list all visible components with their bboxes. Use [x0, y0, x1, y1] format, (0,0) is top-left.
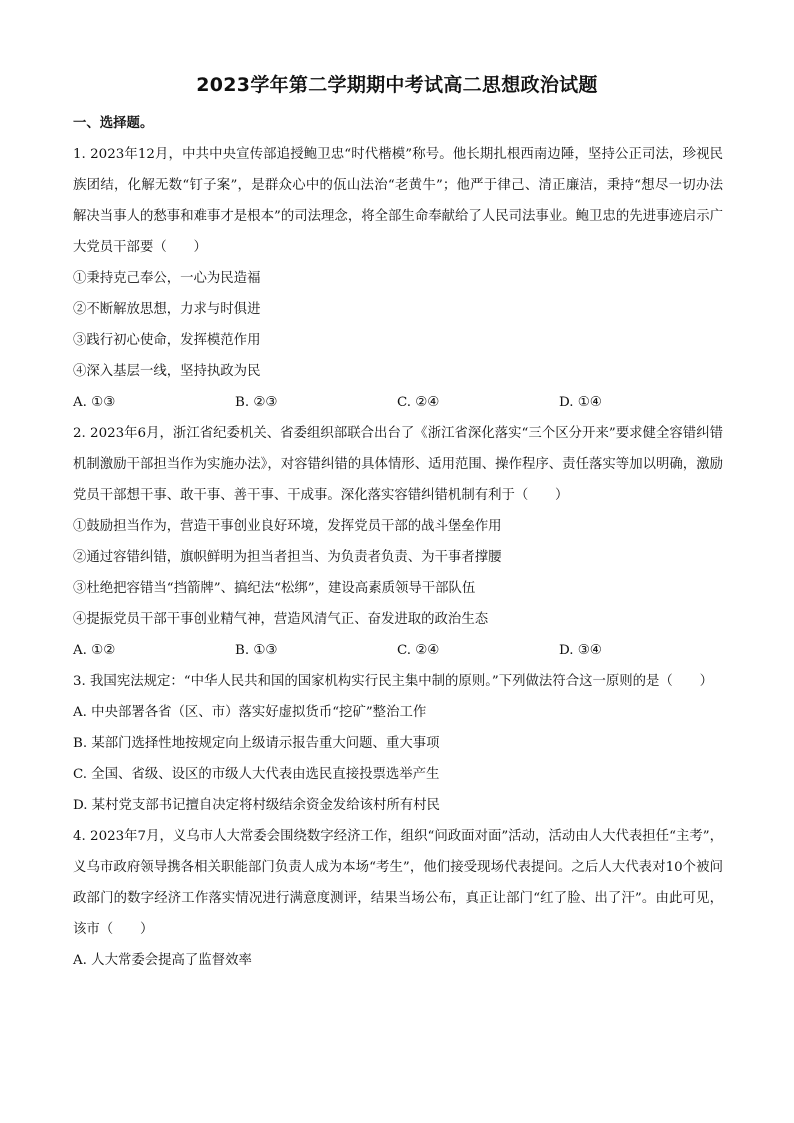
document-body — [73, 108, 723, 976]
options-row — [73, 387, 723, 418]
statement-item: ①秉持克己奉公，一心为民造福 — [73, 271, 261, 286]
question-3 — [73, 666, 723, 821]
option-c: C. 全国、省级、设区的市级人大代表由选民直接投票选举产生 — [73, 767, 440, 782]
statement-item: ③杜绝把容错当“挡箭牌”、搞纪法“松绑”，建设高素质领导干部队伍 — [73, 581, 476, 596]
statement-item: ③践行初心使命，发挥模范作用 — [73, 333, 261, 348]
document-title: 2023学年第二学期期中考试高二思想政治试题 — [196, 74, 598, 96]
question-4 — [73, 821, 723, 976]
option-d: D. ③④ — [559, 643, 602, 658]
option-d: D. ①④ — [559, 395, 602, 410]
question-stem: 4. 2023年7月，义乌市人大常委会围绕数字经济工作，组织“问政面对面”活动，活动由人大代表担任“主考”，义乌市政府领导携各相关职能部门负责人成为本场“考生”，他们接受现场代表提问。之后人大代表对10个被问政部门的数字经济工作落实情况进行满意度测评，结果当场公布，真正让部门“红了脸、出了汗”。由此可见，该市（ ） — [73, 829, 723, 937]
options-row — [73, 635, 723, 666]
statement-item: ④深入基层一线，坚持执政为民 — [73, 364, 261, 379]
statement-item: ②通过容错纠错，旗帜鲜明为担当者担当、为负责者负责、为干事者撑腰 — [73, 550, 502, 565]
option-b: B. 某部门选择性地按规定向上级请示报告重大问题、重大事项 — [73, 736, 440, 751]
question-stem: 2. 2023年6月，浙江省纪委机关、省委组织部联合出台了《浙江省深化落实“三个区分开来”要求健全容错纠错机制激励干部担当作为实施办法》，对容错纠错的具体情形、适用范围、操作程序、责任落实等加以明确，激励党员干部想干事、敢干事、善干事、干成事。深化落实容错纠错机制有利于（ ） — [73, 426, 723, 503]
question-2 — [73, 418, 723, 666]
option-a: A. 人大常委会提高了监督效率 — [73, 953, 252, 968]
option-b: B. ①③ — [235, 643, 278, 658]
statement-item: ②不断解放思想，力求与时俱进 — [73, 302, 261, 317]
option-b: B. ②③ — [235, 395, 278, 410]
option-c: C. ②④ — [397, 643, 440, 658]
question-1 — [73, 139, 723, 418]
section-heading: 一、选择题。 — [73, 116, 154, 131]
option-a: A. ①② — [73, 643, 116, 658]
option-d: D. 某村党支部书记擅自决定将村级结余资金发给该村所有村民 — [73, 798, 440, 813]
question-stem: 1. 2023年12月，中共中央宣传部追授鲍卫忠“时代楷模”称号。他长期扎根西南边陲，坚持公正司法，珍视民族团结，化解无数“钉子案”，是群众心中的佤山法治“老黄牛”；他严于律己、清正廉洁，秉持“想尽一切办法解决当事人的愁事和难事才是根本”的司法理念，将全部生命奉献给了人民司法事业。鲍卫忠的先进事迹启示广大党员干部要（ ） — [73, 147, 723, 255]
statement-item: ①鼓励担当作为，营造干事创业良好环境，发挥党员干部的战斗堡垒作用 — [73, 519, 502, 534]
option-a: A. ①③ — [73, 395, 116, 410]
option-c: C. ②④ — [397, 395, 440, 410]
question-stem: 3. 我国宪法规定：“中华人民共和国的国家机构实行民主集中制的原则。”下列做法符合这一原则的是（ ） — [73, 674, 713, 689]
statement-item: ④提振党员干部干事创业精气神，营造风清气正、奋发进取的政治生态 — [73, 612, 489, 627]
option-a: A. 中央部署各省（区、市）落实好虚拟货币“挖矿”整治工作 — [73, 705, 427, 720]
